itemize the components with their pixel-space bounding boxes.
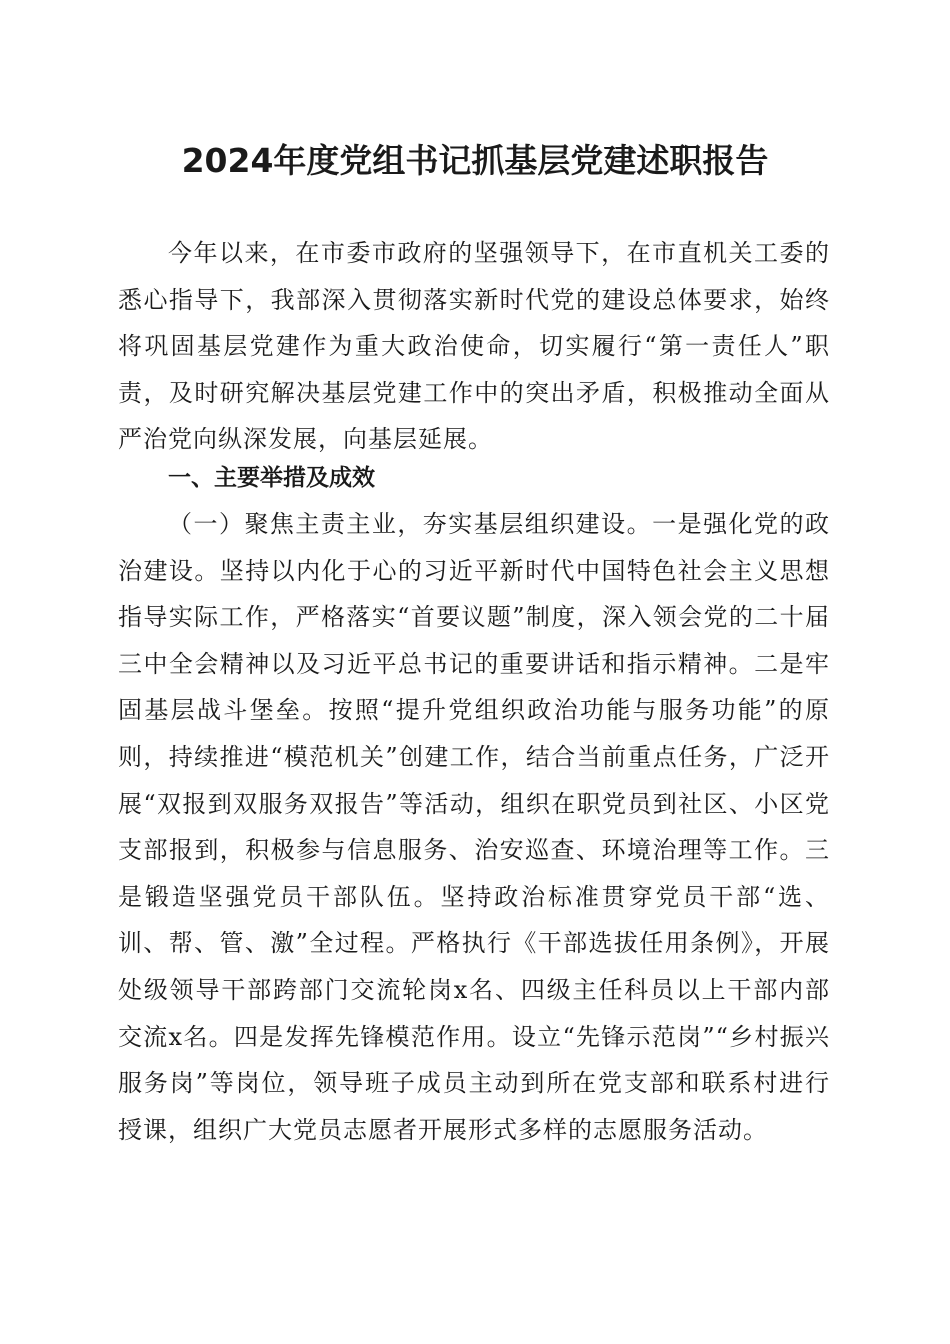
section-heading: 一、主要举措及成效 [168, 465, 375, 491]
section-paragraph: （一）聚焦主责主业，夯实基层组织建设。一是强化党的政治建设。坚持以内化于心的习近平新时代中国特色社会主义思想指导实际工作，严格落实“首要议题”制度，深入领会党的二十届三中全会精神以及习近平总书记的重要讲话和指示精神。二是牢固基层战斗堡垒。按照“提升党组织政治功能与服务功能”的原则，持续推进“模范机关”创建工作，结合当前重点任务，广泛开展“双报到双服务双报告”等活动，组织在职党员到社区、小区党支部报到，积极参与信息服务、治安巡查、环境治理等工作。三是锻造坚强党员干部队伍。坚持政治标准贯穿党员干部“选、训、帮、管、激”全过程。严格执行《干部选拔任用条例》，开展处级领导干部跨部门交流轮岗x名、四级主任科员以上干部内部交流x名。四是发挥先锋模范作用。设立“先锋示范岗”“乡村振兴服务岗”等岗位，领导班子成员主动到所在党支部和联系村进行授课，组织广大党员志愿者开展形式多样的志愿服务活动。 [118, 510, 830, 1144]
document-title: 2024年度党组书记抓基层党建述职报告 [181, 141, 769, 180]
intro-paragraph: 今年以来，在市委市政府的坚强领导下，在市直机关工委的悉心指导下，我部深入贯彻落实新时代党的建设总体要求，始终将巩固基层党建作为重大政治使命，切实履行“第一责任人”职责，及时研究解决基层党建工作中的突出矛盾，积极推动全面从严治党向纵深发展，向基层延展。 [118, 239, 830, 454]
